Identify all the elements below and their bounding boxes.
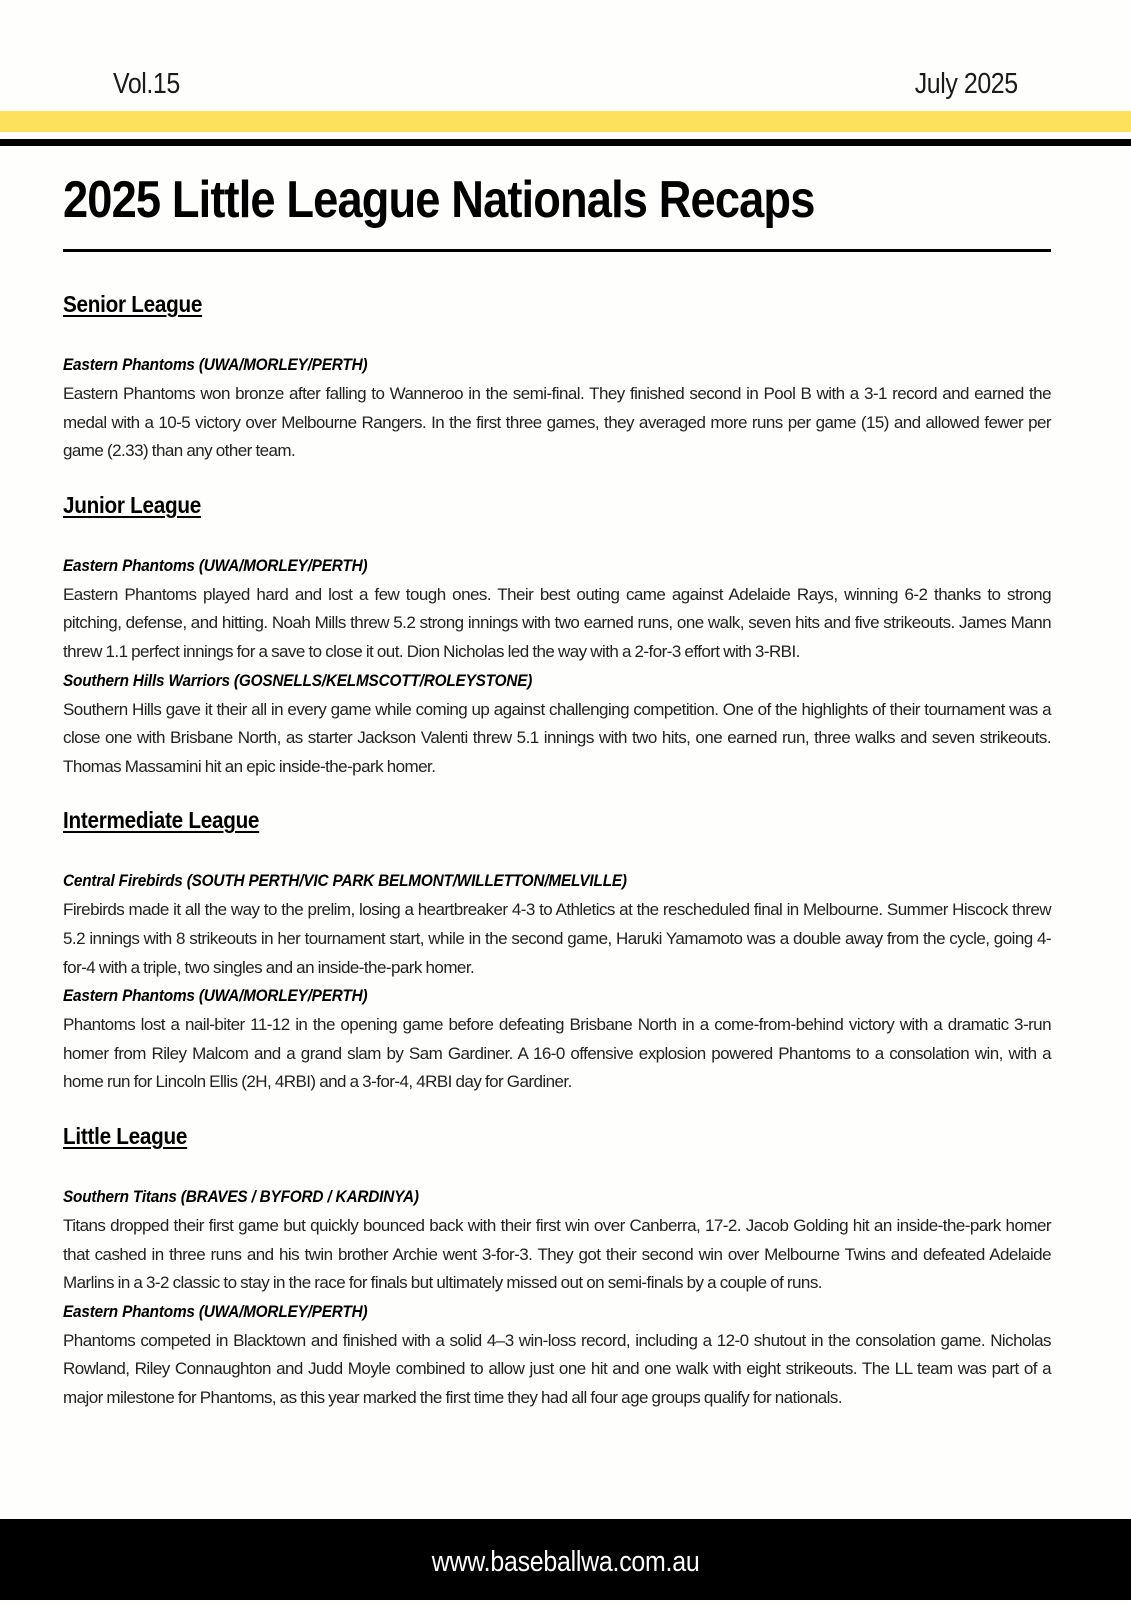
team-name: Eastern Phantoms (UWA/MORLEY/PERTH): [63, 356, 368, 374]
website-link[interactable]: www.baseballwa.com.au: [431, 1546, 700, 1578]
team-name: Eastern Phantoms (UWA/MORLEY/PERTH): [63, 1302, 368, 1321]
team-name: Southern Hills Warriors (GOSNELLS/KELMSCOTT/ROLEYSTONE): [63, 671, 533, 690]
footer-bar: [0, 1519, 1131, 1600]
footer-website[interactable]: [0, 1519, 1131, 1605]
section-heading: Little League: [63, 1122, 188, 1149]
team-name: Eastern Phantoms (UWA/MORLEY/PERTH): [63, 556, 368, 575]
masthead: [0, 68, 1131, 108]
section-junior-league: [63, 484, 1051, 782]
team-name: Central Firebirds (SOUTH PERTH/VIC PARK BELMONT/WILLETTON/MELVILLE): [63, 872, 627, 891]
recap-paragraph: Firebirds made it all the way to the prelim, losing a heartbreaker 4-3 to Athletics at the rescheduled final in Melbourne. Summer Hiscock threw 5.2 innings with 8 strikeouts in her tournament start, while in the second game, Haruki Yamamoto was a double away from the cycle, going 4-for-4 with a triple, two singles and an inside-the-park homer.: [63, 900, 1051, 977]
recap-paragraph: Phantoms competed in Blacktown and finished with a solid 4–3 win-loss record, including a 12-0 shutout in the consolation game. Nicholas Rowland, Riley Connaughton and Judd Moyle combined to allow just one hit and one walk with eight strikeouts. The LL team was part of a major milestone for Phantoms, as this year marked the first time they had all four age groups qualify for nationals.: [63, 1330, 1051, 1407]
volume-label: Vol.15: [113, 68, 180, 100]
team-name: Eastern Phantoms (UWA/MORLEY/PERTH): [63, 987, 368, 1006]
section-heading: Intermediate League: [63, 807, 260, 834]
section-little-league: [63, 1115, 1051, 1413]
section-intermediate-league: [63, 799, 1051, 1097]
black-divider: [0, 139, 1131, 146]
page-title: 2025 Little League Nationals Recaps: [63, 171, 815, 229]
recap-paragraph: Eastern Phantoms played hard and lost a few tough ones. Their best outing came against Adelaide Rays, winning 6-2 thanks to strong pitching, defense, and hitting. Noah Mills threw 5.2 strong innings with two earned runs, one walk, seven hits and five strikeouts. James Mann threw 1.1 perfect innings for a save to close it out. Dion Nicholas led the way with a 2-for-3 effort with 3-RBI.: [63, 584, 1051, 661]
issue-date: July 2025: [915, 68, 1018, 100]
title-rule: [63, 249, 1051, 252]
section-heading: Junior League: [63, 491, 201, 518]
section-senior-league: [63, 283, 1051, 466]
recap-paragraph: Phantoms lost a nail-biter 11-12 in the opening game before defeating Brisbane North in a come-from-behind victory with a dramatic 3-run homer from Riley Malcom and a grand slam by Sam Gardiner. A 16-0 offensive explosion powered Phantoms to a consolation win, with a home run for Lincoln Ellis (2H, 4RBI) and a 3-for-4, 4RBI day for Gardiner.: [63, 1015, 1051, 1092]
recap-paragraph: Eastern Phantoms won bronze after falling to Wanneroo in the semi-final. They finished second in Pool B with a 3-1 record and earned the medal with a 10-5 victory over Melbourne Rangers. In the first three games, they averaged more runs per game (15) and allowed fewer per game (2.33) than any other team.: [63, 384, 1051, 461]
section-heading: Senior League: [63, 291, 203, 317]
recap-paragraph: Titans dropped their first game but quickly bounced back with their first win over Canberra, 17-2. Jacob Golding hit an inside-the-park homer that cashed in three runs and his twin brother Archie went 3-for-3. They got their second win over Melbourne Twins and defeated Adelaide Marlins in a 3-2 classic to stay in the race for finals but ultimately missed out on semi-finals by a couple of runs.: [63, 1215, 1051, 1293]
team-name: Southern Titans (BRAVES / BYFORD / KARDINYA): [63, 1187, 419, 1206]
recap-paragraph: Southern Hills gave it their all in every game while coming up against challenging competition. One of the highlights of their tournament was a close one with Brisbane North, as starter Jackson Valenti threw 5.1 innings with two hits, one earned run, three walks and seven strikeouts. Thomas Massamini hit an epic inside-the-park homer.: [63, 699, 1051, 776]
article-body: [63, 283, 1051, 1412]
yellow-accent-band: [0, 111, 1131, 132]
